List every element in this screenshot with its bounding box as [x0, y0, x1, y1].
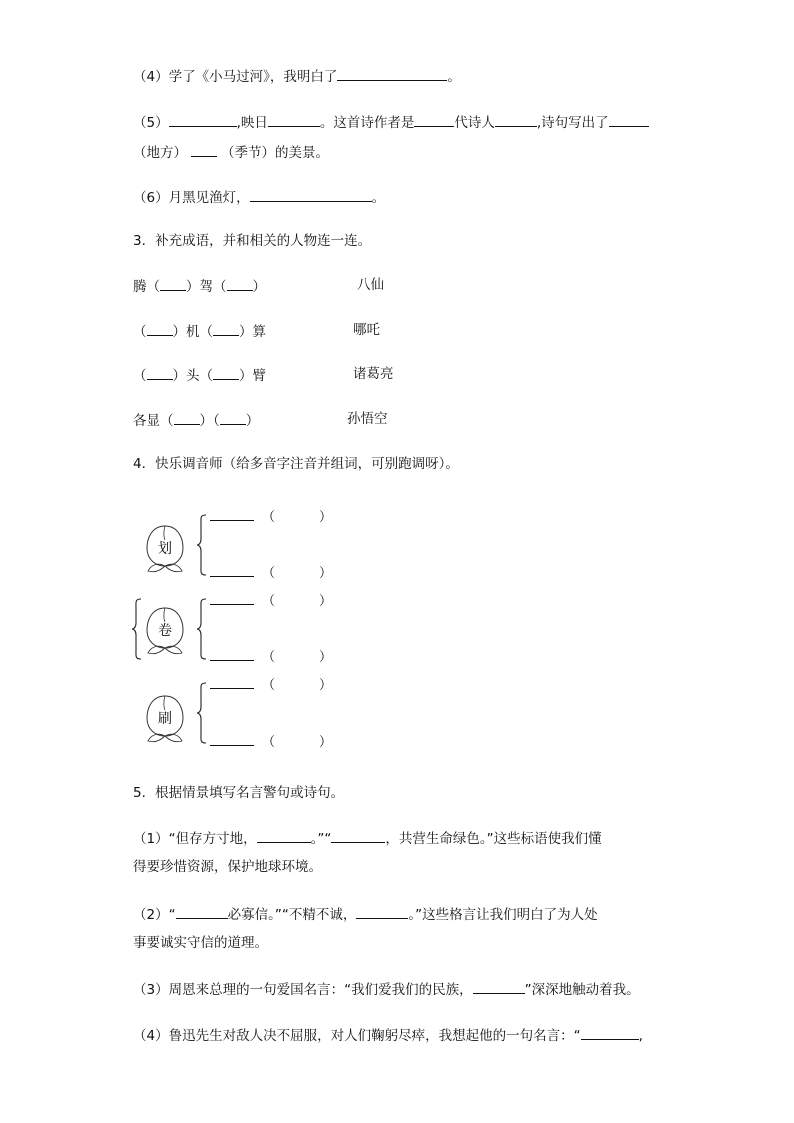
- q3-name-4[interactable]: 孙悟空: [347, 411, 388, 427]
- peach-icon: [142, 692, 188, 748]
- q2-item5-text4: 代诗人: [454, 115, 495, 131]
- peach-icon: [142, 604, 188, 660]
- peach-char-3: 刷: [158, 711, 172, 727]
- q2-item5-blank5[interactable]: [609, 112, 649, 127]
- q5-item2-line2: 事要诚实守信的道理。: [133, 935, 268, 951]
- q4-char2-blank2[interactable]: [210, 647, 254, 661]
- paren-open: （: [262, 566, 276, 581]
- q2-item5-text6: （地方）: [133, 145, 187, 161]
- q2-item4-end: 。: [447, 69, 461, 85]
- q5-item3-text-a: （3）周恩来总理的一句爱国名言：“我们爱我们的民族，: [133, 982, 473, 998]
- q2-item5-text7: （季节）的美景。: [221, 145, 329, 161]
- q5-title: 5．根据情景填写名言警句或诗句。: [133, 785, 345, 801]
- q2-item5-text2: ,映日: [236, 115, 268, 131]
- q3-row-1-a: 腾（: [133, 279, 160, 295]
- q2-item6: [133, 187, 385, 207]
- q5-item3: [133, 979, 640, 999]
- paren-open: （: [262, 510, 276, 525]
- q4-title: 4．快乐调音师（给多音字注音并组词，可别跑调呀）。: [133, 456, 459, 472]
- q5-item1-blank2[interactable]: [331, 828, 385, 843]
- q3-row-4-b: ）（: [199, 413, 220, 429]
- q3-row-4-blank2[interactable]: [220, 410, 246, 425]
- q3-row-2-blank1[interactable]: [147, 321, 173, 336]
- q2-item5-blank1[interactable]: [169, 112, 237, 127]
- q5-item4-text-a: （4）鲁迅先生对敌人决不屈服，对人们鞠躬尽瘁，我想起他的一句名言：“: [133, 1028, 581, 1044]
- q2-item5-line1: [133, 112, 649, 132]
- q5-item4-blank[interactable]: [581, 1025, 639, 1040]
- q3-row-4-c: ）: [245, 413, 260, 429]
- paren-close: ）: [319, 650, 333, 665]
- q3-row-1-b: ）驾（: [186, 279, 227, 295]
- q2-item6-text: （6）月黑见渔灯，: [133, 190, 250, 206]
- q2-item5-blank3[interactable]: [414, 112, 454, 127]
- q2-item5-text5: ,诗句写出了: [536, 115, 609, 131]
- q4-char3-row1: [210, 674, 332, 693]
- q3-title: 3．补充成语，并和相关的人物连一连。: [133, 233, 372, 249]
- q3-row-3-c: ）臂: [239, 368, 266, 384]
- paren-close: ）: [319, 510, 333, 525]
- q3-row-2-c: ）算: [239, 324, 266, 340]
- q5-item1-line2: 得要珍惜资源，保护地球环境。: [133, 859, 322, 875]
- q5-item1-text-c: ，共营生命绿色。”这些标语使我们懂: [385, 831, 602, 847]
- q3-row-2-a: （: [133, 324, 147, 340]
- q4-char2-row1: [210, 590, 332, 609]
- right-brace-icon: [196, 682, 208, 744]
- q2-item5-text3: 。这首诗作者是: [319, 115, 415, 131]
- q5-item2-text-c: 。”这些格言让我们明白了为人处: [408, 907, 598, 923]
- q5-item2-text-a: （2）“: [133, 907, 176, 923]
- q3-row-3-a: （: [133, 368, 147, 384]
- q4-char3-row2: [210, 731, 332, 750]
- q3-row-3-blank2[interactable]: [213, 365, 239, 380]
- paren-close: ）: [319, 566, 333, 581]
- q3-row-2-b: ）机（: [172, 324, 213, 340]
- q5-item3-text-b: ”深深地触动着我。: [524, 982, 640, 998]
- q2-item4-blank[interactable]: [337, 66, 447, 81]
- q3-row-1: [133, 276, 266, 296]
- q3-name-2[interactable]: 哪吒: [353, 322, 380, 338]
- right-brace-icon: [196, 514, 208, 576]
- q4-char2-row2: [210, 646, 332, 665]
- q4-char3-blank2[interactable]: [210, 732, 254, 746]
- peach-char-1: 划: [158, 541, 172, 557]
- peach-char-2: 卷: [158, 623, 172, 639]
- q3-row-3: [133, 365, 266, 385]
- q5-item2-line1: [133, 904, 598, 924]
- q5-item4: [133, 1025, 643, 1045]
- q2-item5-blank4[interactable]: [495, 112, 537, 127]
- q3-row-4: [133, 410, 259, 430]
- paren-close: ）: [319, 594, 333, 609]
- paren-close: ）: [319, 678, 333, 693]
- q3-row-2: [133, 321, 266, 341]
- q4-char1-row1: [210, 506, 332, 525]
- q2-item4: [133, 66, 461, 86]
- q4-char1-blank2[interactable]: [210, 563, 254, 577]
- q3-row-1-blank1[interactable]: [160, 276, 186, 291]
- q3-name-1[interactable]: 八仙: [357, 277, 384, 293]
- q3-row-3-b: ）头（: [172, 368, 213, 384]
- q5-item4-text-b: ,: [638, 1028, 643, 1044]
- q4-char1-blank1[interactable]: [210, 507, 254, 521]
- q4-char1-row2: [210, 562, 332, 581]
- q3-row-4-a: 各显（: [133, 413, 174, 429]
- paren-open: （: [262, 594, 276, 609]
- q2-item6-end: 。: [371, 190, 386, 206]
- paren-open: （: [262, 650, 276, 665]
- q2-item5-blank2[interactable]: [268, 112, 320, 127]
- paren-close: ）: [319, 735, 333, 750]
- q2-item4-text: （4）学了《小马过河》，我明白了: [133, 69, 338, 85]
- q3-row-4-blank1[interactable]: [174, 410, 200, 425]
- q2-item6-blank[interactable]: [250, 187, 372, 202]
- q5-item2-blank2[interactable]: [356, 904, 408, 919]
- q3-row-3-blank1[interactable]: [147, 365, 173, 380]
- q5-item1-line1: [133, 828, 602, 848]
- paren-open: （: [262, 678, 276, 693]
- peach-icon: [142, 522, 188, 578]
- paren-open: （: [262, 735, 276, 750]
- q3-row-2-blank2[interactable]: [213, 321, 239, 336]
- q5-item1-blank1[interactable]: [257, 828, 311, 843]
- q5-item2-text-b: 必寡信。”“不精不诚，: [227, 907, 357, 923]
- q2-item5-label: （5）: [133, 115, 169, 131]
- q3-row-1-blank2[interactable]: [227, 276, 253, 291]
- q4-char2-blank1[interactable]: [210, 591, 254, 605]
- q5-item1-text-a: （1）“但存方寸地，: [133, 831, 257, 847]
- q2-item5-line2: [133, 142, 329, 162]
- q4-char3-blank1[interactable]: [210, 675, 254, 689]
- q2-item5-blank6[interactable]: [191, 142, 217, 157]
- q5-item2-blank1[interactable]: [176, 904, 228, 919]
- right-brace-icon: [196, 598, 208, 660]
- q5-item1-text-b: 。”“: [310, 831, 332, 847]
- q3-row-1-c: ）: [252, 279, 266, 295]
- q5-item3-blank[interactable]: [473, 979, 525, 994]
- q3-name-3[interactable]: 诸葛亮: [353, 366, 394, 382]
